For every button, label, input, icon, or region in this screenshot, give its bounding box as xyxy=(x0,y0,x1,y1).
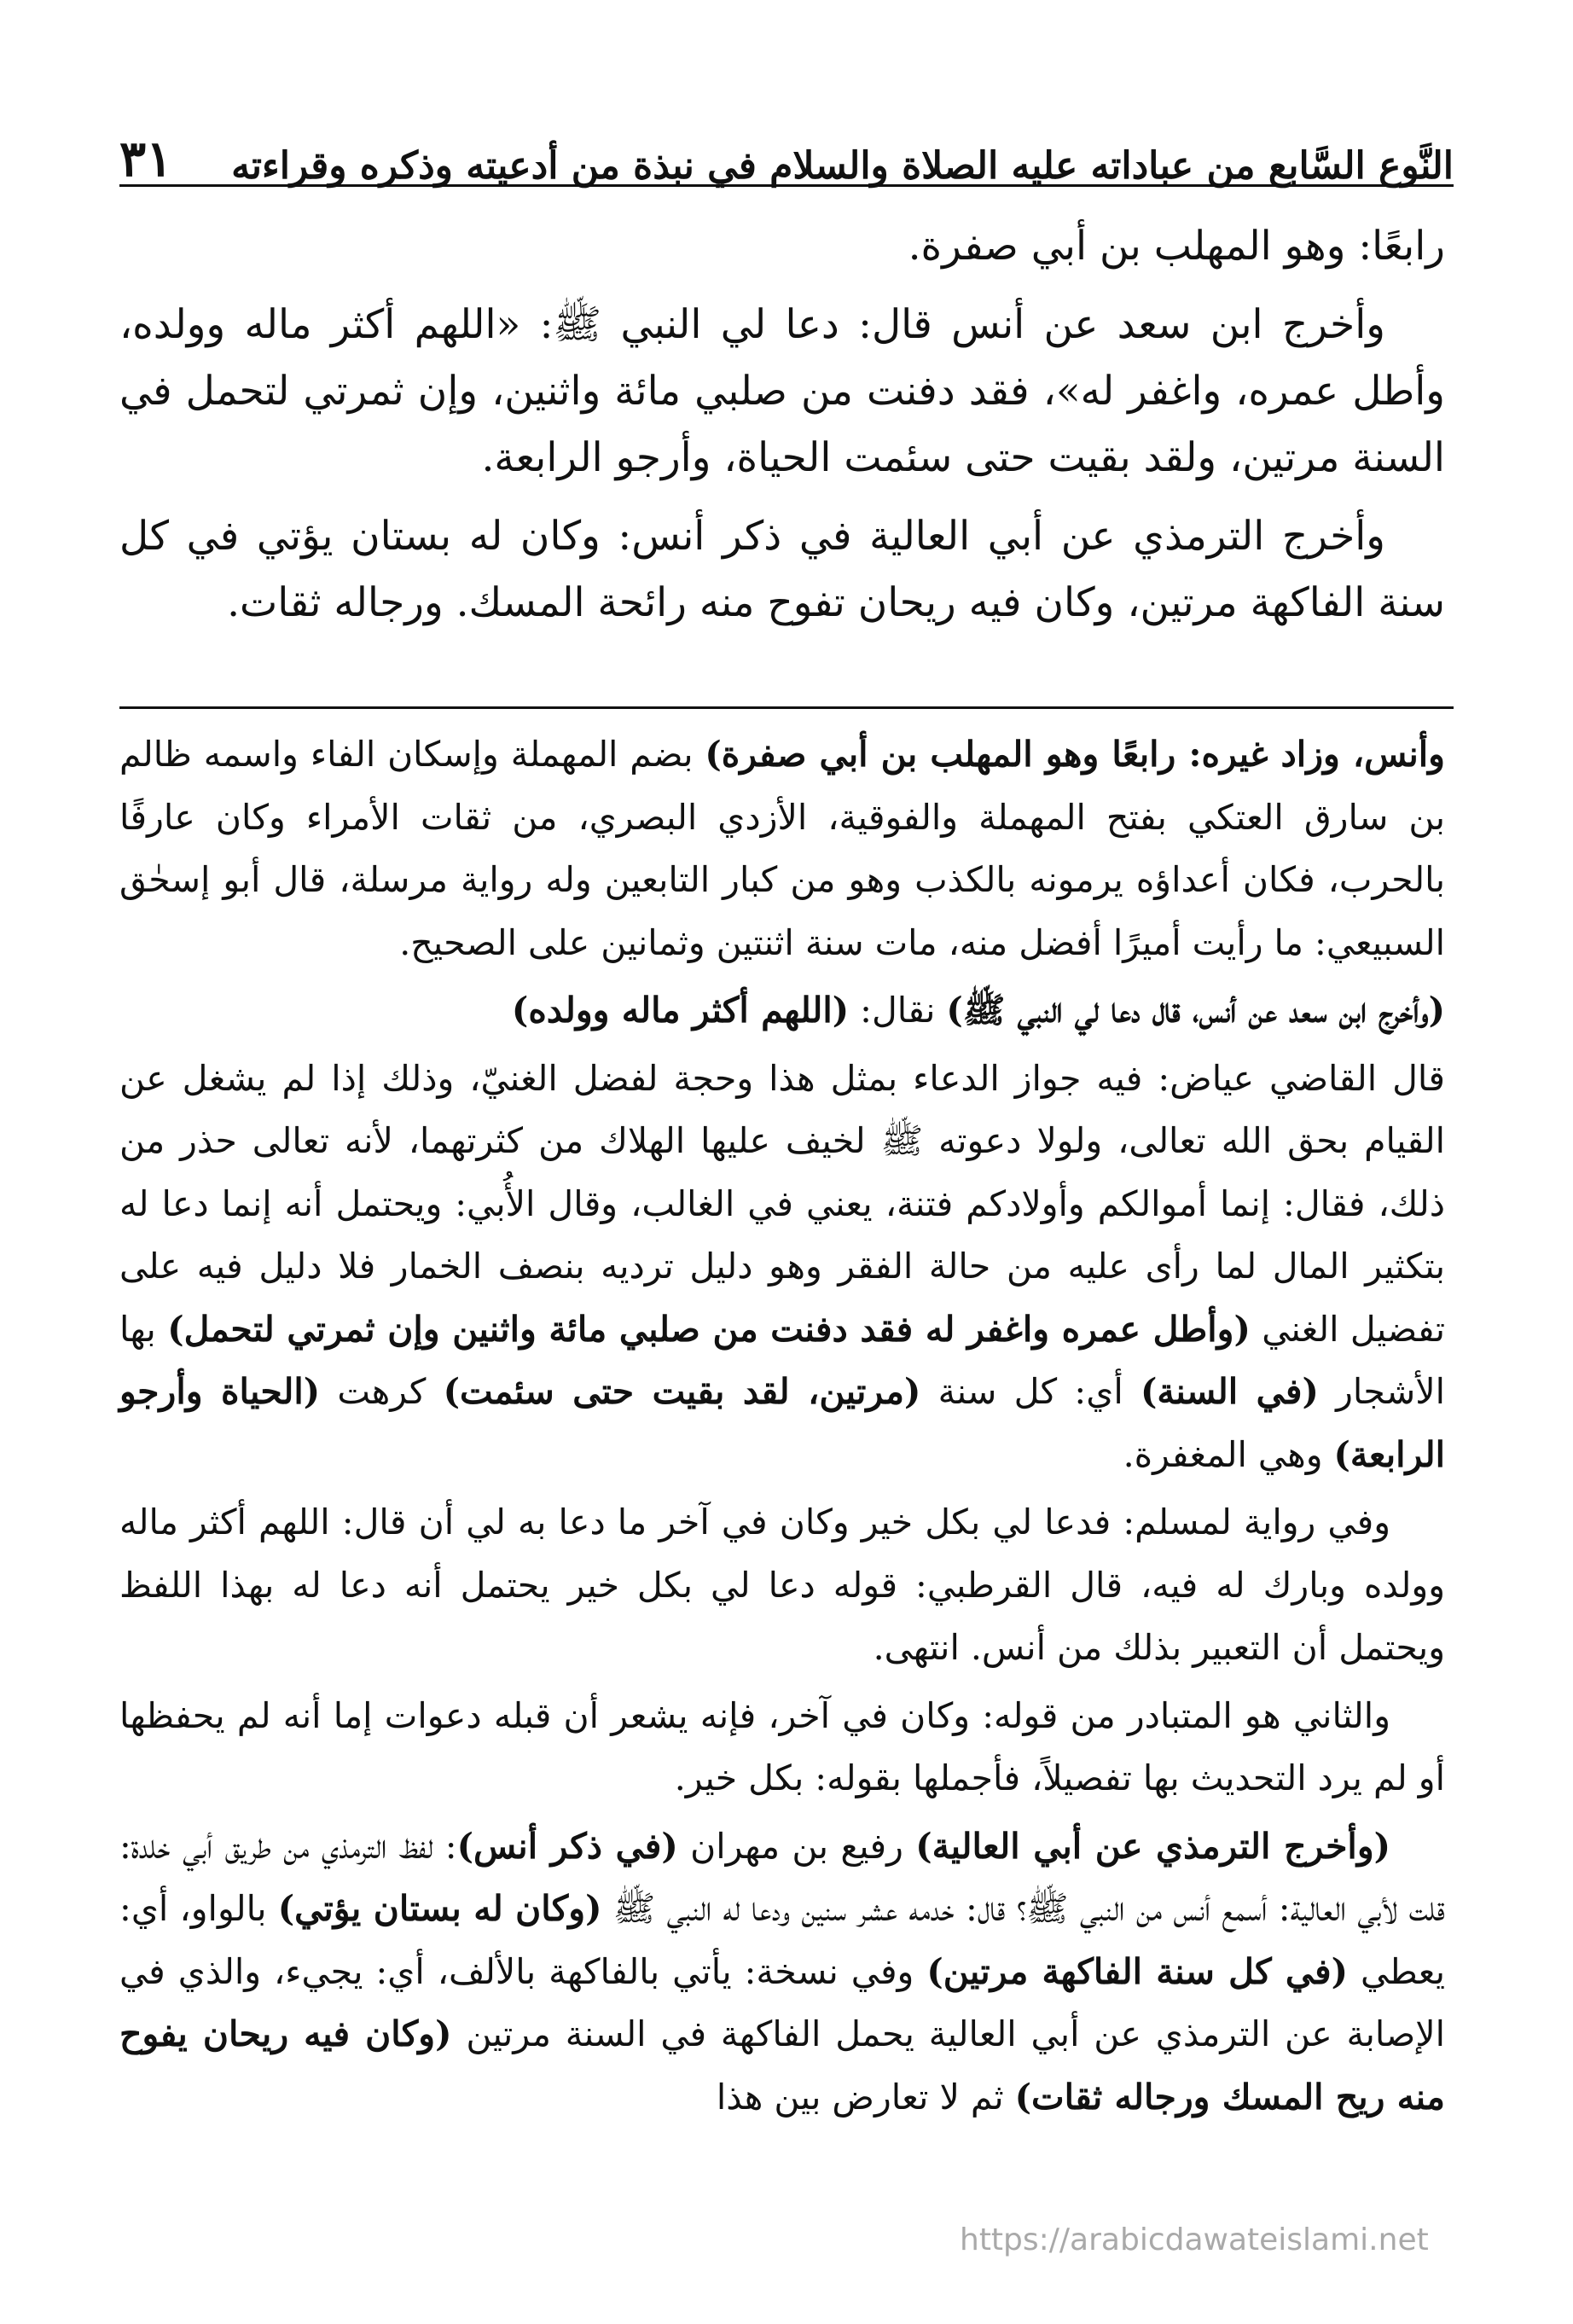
commentary-text-span: : لفظ الترمذي من طريق أبي خلدة: قلت لأبي العالية: أسمع أنس من النبي ﷺ؟ قال: خدمه عشر سنين ودعا له النبي ﷺ xyxy=(119,1825,1445,1929)
commentary-paragraph-4: وفي رواية لمسلم: فدعا لي بكل خير وكان في آخر ما دعا به لي أن قال: اللهم أكثر ماله وولده وبارك له فيه، قال القرطبي: قوله دعا لي بكل خير يحتمل أنه دعا له بهذا اللفظ ويحتمل أن التعبير بذلك من أنس. انتهى. xyxy=(119,1502,1445,1668)
commentary-text-span: بضم المهملة وإسكان الفاء واسمه ظالم بن سارق العتكي بفتح المهملة والفوقية، الأزدي البصري، من ثقات الأمراء وكان عارفًا بالحرب، فكان أعداؤه يرمونه بالكذب وهو من كبار التابعين وله رواية مرسلة، قال أبو إسحٰق السبيعي: ما رأيت أميرًا أفضل منه، مات سنة اثنتين وثمانين على الصحيح. xyxy=(119,734,1445,963)
quoted-matn: (وأطل عمره واغفر له فقد دفنت من صلبي مائة واثنين وإن ثمرتي لتحمل) xyxy=(167,1308,1251,1350)
quoted-matn: رابعًا وهو المهلب بن أبي صفرة) xyxy=(705,734,1176,775)
running-header xyxy=(119,111,1454,188)
commentary-text-span: وأنس، وزاد غيره: xyxy=(1175,734,1445,775)
quoted-matn: (وكان له بستان يؤتي) xyxy=(277,1888,602,1929)
commentary-paragraph-6 xyxy=(119,1816,1445,2129)
quoted-matn: (في السنة) xyxy=(1140,1371,1319,1412)
commentary-text-span: بالواو، أي: يعطي xyxy=(119,1888,1445,1992)
commentary-text-span: وهي المغفرة. xyxy=(1123,1433,1334,1475)
quoted-matn: (وأخرج ابن سعد عن أنس، قال دعا لي النبي ﷺ) xyxy=(946,990,1445,1031)
commentary-paragraph-2 xyxy=(119,979,1445,1043)
chapter-title: النَّوع السَّابع من عباداته عليه الصلاة والسلام في نبذة من أدعيته وذكره وقراءته xyxy=(231,144,1454,188)
commentary-text-span: بها الأشجار xyxy=(119,1308,1445,1412)
main-paragraph-3: وأخرج الترمذي عن أبي العالية في ذكر أنس: وكان له بستان يؤتي في كل سنة الفاكهة مرتين، وكان فيه ريحان تفوح منه رائحة المسك. ورجاله ثقات. xyxy=(119,513,1445,626)
commentary-text-span: ثم لا تعارض بين هذا xyxy=(716,2076,1015,2118)
main-paragraph-1: رابعًا: وهو المهلب بن أبي صفرة. xyxy=(908,223,1445,270)
commentary-text-span: كرهت xyxy=(320,1371,444,1412)
quoted-matn: (في كل سنة الفاكهة مرتين) xyxy=(926,1950,1349,1992)
main-paragraph-2: وأخرج ابن سعد عن أنس قال: دعا لي النبي ﷺ: «اللهم أكثر ماله وولده، وأطل عمره، واغفر له»، فقد دفنت من صلبي مائة واثنين، وإن ثمرتي لتحمل في السنة مرتين، ولقد بقيت حتى سئمت الحياة، وأرجو الرابعة. xyxy=(119,301,1445,481)
page-number: ٣١ xyxy=(119,130,173,188)
quoted-matn: (اللهم أكثر ماله وولده) xyxy=(511,990,850,1031)
commentary-paragraph-1 xyxy=(119,723,1445,974)
header-rule xyxy=(119,184,1454,187)
quoted-matn: (في ذكر أنس) xyxy=(456,1825,678,1867)
commentary-text-span: وفي نسخة: يأتي بالفاكهة بالألف، أي: يجيء، والذي في الإصابة عن الترمذي عن أبي العالية يحمل الفاكهة في السنة مرتين xyxy=(119,1950,1446,2054)
quoted-matn: (وأخرج الترمذي عن أبي العالية) xyxy=(915,1825,1391,1867)
quoted-matn: (مرتين، لقد بقيت حتى سئمت) xyxy=(443,1371,921,1412)
commentary-text-span: أي: كل سنة xyxy=(920,1371,1141,1412)
main-text xyxy=(119,213,1445,648)
commentary-text-span: نقال: xyxy=(849,990,947,1031)
commentary-divider xyxy=(119,706,1454,709)
commentary-paragraph-5: والثاني هو المتبادر من قوله: وكان في آخر، فإنه يشعر أن قبله دعوات إما أنه لم يحفظها أو لم يرد التحديث بها تفصيلاً، فأجملها بقوله: بكل خير. xyxy=(119,1694,1445,1798)
watermark-url: https://arabicdawateislami.net xyxy=(960,2222,1429,2257)
commentary-text-span: رفيع بن مهران xyxy=(677,1825,916,1867)
commentary-text xyxy=(119,723,1445,2134)
commentary-text-span: قال القاضي عياض: فيه جواز الدعاء بمثل هذا وحجة لفضل الغنيّ، وذلك إذا لم يشغل عن القيام بحق الله تعالى، ولولا دعوته ﷺ لخيف عليها الهلاك من كثرتهما، لأنه تعالى حذر من ذلك، فقال: إنما أموالكم وأولادكم فتنة، يعني في الغالب، وقال الأُبي: ويحتمل أنه إنما دعا له بتكثير المال لما رأى عليه من حالة الفقر وهو دليل ترديه بنصف الخمار فلا دليل فيه على تفضيل الغني xyxy=(119,1057,1445,1350)
quoted-matn: (الحياة وأرجو الرابعة) xyxy=(119,1371,1445,1475)
quoted-matn: (وكان فيه ريحان يفوح منه ريح المسك ورجاله ثقات) xyxy=(119,2013,1445,2118)
commentary-paragraph-3 xyxy=(119,1048,1445,1487)
